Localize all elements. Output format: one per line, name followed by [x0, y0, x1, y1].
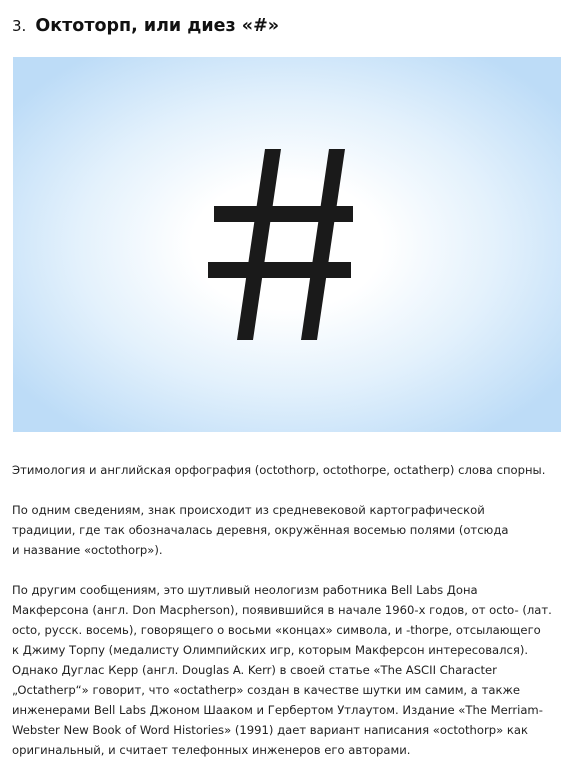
section-number: 3.: [12, 17, 27, 35]
paragraph-line: „Octatherp“» говорит, что «octatherp» создан в качестве шутки им самим, а также: [12, 683, 521, 697]
paragraph: [12, 500, 564, 560]
hash-glyph: [208, 149, 353, 340]
hero-image: [13, 57, 561, 432]
paragraph-line: Webster New Book of Word Histories» (1991) дает вариант написания «octothorp» как: [12, 723, 529, 737]
hash-symbol-icon: [13, 57, 561, 432]
paragraph-line: Этимология и английская орфография (octothorp, octothorpe, octatherp) слова спорны.: [12, 463, 546, 477]
paragraph-line: традиции, где так обозначалась деревня, окружённая восемью полями (отсюда: [12, 523, 509, 537]
paragraph-line: По другим сообщениям, это шутливый неологизм работника Bell Labs Дона: [12, 583, 478, 597]
hash-right-stroke: [301, 149, 345, 340]
paragraph-line: и название «octothorp»).: [12, 543, 163, 557]
article-body: [12, 460, 564, 780]
paragraph: [12, 580, 564, 760]
hash-top-bar: [214, 206, 353, 222]
article-heading: [12, 12, 279, 40]
hash-left-stroke: [237, 149, 281, 340]
paragraph-line: По одним сведениям, знак происходит из средневековой картографической: [12, 503, 485, 517]
paragraph-line: инженерами Bell Labs Джоном Шааком и Гербертом Утлаутом. Издание «The Merriam-: [12, 703, 543, 717]
hash-bottom-bar: [208, 262, 351, 278]
paragraph-line: оригинальный, и считает телефонных инженеров его авторами.: [12, 743, 411, 757]
paragraph-line: к Джиму Торпу (медалисту Олимпийских игр, которым Макферсон интересовался).: [12, 643, 529, 657]
paragraph: [12, 460, 564, 480]
paragraph-line: Однако Дуглас Керр (англ. Douglas A. Kerr) в своей статье «The ASCII Character: [12, 663, 497, 677]
paragraph-line: Макферсона (англ. Don Macpherson), появившийся в начале 1960-х годов, от octo- (лат.: [12, 603, 552, 617]
section-title: Октоторп, или диез «#»: [35, 16, 280, 36]
paragraph-line: octo, русск. восемь), говорящего о восьми «концах» символа, и -thorpe, отсылающего: [12, 623, 541, 637]
